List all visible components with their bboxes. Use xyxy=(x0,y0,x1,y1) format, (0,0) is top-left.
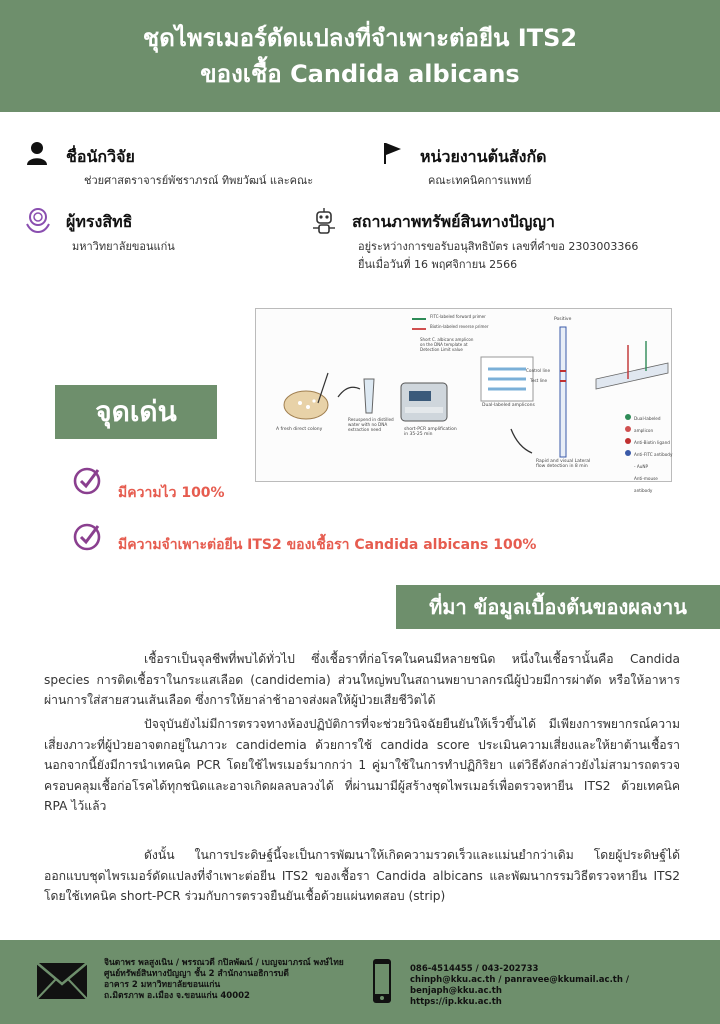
paragraph-text: ดังนั้น ในการประดิษฐ์นี้จะเป็นการพัฒนาให้เกิดความรวดเร็วและแม่นยำกว่าเดิม โดยผู้ประดิษฐ์ได้ออกแบบชุดไพรเมอร์ดัดแปลงที่จำเพาะต่อยีน ITS2 ของเชื้อรา Candida albicans และพัฒนากรรมวิธีตรวจหายีน ITS2 โดยใช้เทคนิค short-PCR ร่วมกับการตรวจยืนยันเชื้อด้วยแผ่นทดสอบ (strip) xyxy=(44,848,680,904)
diagram-pcr-label: short-PCR amplification in 35-25 min xyxy=(404,427,457,437)
diagram-control-line-label: Control line xyxy=(526,368,551,373)
envelope-icon xyxy=(36,962,88,1000)
researcher-value: ช่วยศาสตราจารย์พัชราภรณ์ ทิพยวัฒน์ และคณะ xyxy=(84,174,314,187)
workflow-diagram xyxy=(255,308,673,493)
legend-item: Anti-Biotin ligand xyxy=(634,440,670,445)
test-strip xyxy=(560,327,566,457)
diagram-rapid-label: Rapid and visual Lateral flow detection in 8 min xyxy=(536,459,591,469)
paragraph-text: เชื้อราเป็นจุลชีพที่พบได้ทั่วไป ซึ่งเชื้อราที่ก่อโรคในคนมีหลายชนิด หนึ่งในเชื้อรานั้นคือ Candida species การติดเชื้อราในกระแสเลือด (candidemia) ส่วนใหญ่พบในสถานพยาบาลกรณีผู้ป่วยมีการผ่าตัด หรือให้อาหารผ่านการใส่สายสวนเส้นเลือด ซึ่งการให้ยาล่าช้าอาจส่งผลให้ผู้ป่วยเสียชีวิตได้ xyxy=(44,652,680,708)
legend-item: Anti-mouse antibody xyxy=(634,476,658,493)
highlights-title: จุดเด่น xyxy=(55,385,217,439)
background-paragraph-3 xyxy=(44,845,680,907)
pcr-machine xyxy=(401,383,447,421)
checkmark-icon xyxy=(72,522,102,552)
workflow-illustration xyxy=(256,309,671,481)
diagram-resuspend-label: Resuspend in distilled water with no DNA extraction need xyxy=(348,417,394,432)
background-paragraph-2 xyxy=(44,714,680,817)
affiliation-label: หน่วยงานต้นสังกัด xyxy=(420,147,547,166)
background-title: ที่มา ข้อมูลเบื้องต้นของผลงาน xyxy=(396,585,720,629)
diagram-positive-label: Positive xyxy=(554,317,572,322)
address-line: ศูนย์ทรัพย์สินทางปัญญา ชั้น 2 สำนักงานอธิการบดี xyxy=(104,969,289,979)
owner-label: ผู้ทรงสิทธิ xyxy=(66,212,133,231)
diagram-fitc-primer: FITC-labeled forward primer xyxy=(430,314,486,319)
paragraph-text: ปัจจุบันยังไม่มีการตรวจทางห้องปฏิบัติการที่จะช่วยวินิจฉัยยืนยันให้เร็วขึ้นได้ มีเพียงการพยากรณ์ความเสี่ยงภาวะที่ผู้ป่วยอาจตกอยู่ในภาวะ candidemia ด้วยการใช้ candida score ประเมินความเสี่ยงและให้ยาต้านเชื้อรา นอกจากนี้ยังมีการนำเทคนิค PCR โดยใช้ไพรเมอร์มากกว่า 1 คู่มาใช้ในการทำปฏิกิริยา แต่วิธีดังกล่าวยังไม่สามารถตรวจครอบคลุมเชื้อก่อโรคได้ทุกชนิดและอาจเกิดผลลบลวงได้ ที่ผ่านมามีผู้สร้างชุดไพรเมอร์เพื่อตรวจหายีน ITS2 ด้วยเทคนิค RPA ไว้แล้ว xyxy=(44,717,680,814)
owner-value: มหาวิทยาลัยขอนแก่น xyxy=(72,240,175,253)
footer-address xyxy=(104,958,344,1002)
highlight-item-specificity: มีความจำเพาะต่อยีน ITS2 ของเชื้อรา Candida albicans 100% xyxy=(118,537,537,553)
brain-hands-icon xyxy=(24,206,52,234)
contact-names: จินดาพร พลสูงเนิน / พรรณวดี กปิลพัฒน์ / เบญจมาภรณ์ พงษ์ไทย xyxy=(104,958,344,968)
checkmark-icon xyxy=(72,466,102,496)
ip-status-line-1: อยู่ระหว่างการขอรับอนุสิทธิบัตร เลขที่คำขอ 2303003366 xyxy=(358,240,639,253)
robot-ip-icon xyxy=(310,206,338,236)
diagram-amplicon-note: Short C. albicans amplicon on the DNA template at Detection Limit value xyxy=(420,337,474,352)
page-title-line-1: ชุดไพรเมอร์ดัดแปลงที่จำเพาะต่อยีน ITS2 xyxy=(142,24,578,52)
website-link[interactable]: https://ip.kku.ac.th xyxy=(410,997,502,1007)
email-addresses[interactable]: chinph@kku.ac.th / panravee@kkumail.ac.th / benjaph@kku.ac.th xyxy=(410,975,629,996)
affiliation-value: คณะเทคนิคการแพทย์ xyxy=(428,174,532,187)
diagram-test-line-label: Test line xyxy=(530,378,548,383)
highlight-item-sensitivity: มีความไว 100% xyxy=(118,485,225,501)
person-icon xyxy=(26,141,48,165)
flag-icon xyxy=(382,141,404,165)
title-banner xyxy=(0,0,720,112)
address-line: อาคาร 2 มหาวิทยาลัยขอนแก่น xyxy=(104,980,221,990)
ip-status-label: สถานภาพทรัพย์สินทางปัญญา xyxy=(352,212,555,231)
petri-dish xyxy=(284,391,328,419)
background-paragraph-1 xyxy=(44,649,680,711)
address-line: ถ.มิตรภาพ อ.เมือง จ.ขอนแก่น 40002 xyxy=(104,991,250,1001)
researcher-label: ชื่อนักวิจัย xyxy=(66,147,135,166)
phone-number: 086-4514455 / 043-202733 xyxy=(410,964,539,974)
page-title-line-2: ของเชื้อ Candida albicans xyxy=(200,60,520,88)
diagram-legend xyxy=(634,413,674,497)
legend-item: Dual-labeled amplicon xyxy=(634,416,661,433)
tube xyxy=(364,379,374,413)
phone-icon xyxy=(372,958,392,1004)
legend-item: Anti-FITC antibody - AuNP xyxy=(634,452,673,469)
diagram-biotin-primer: Biotin-labeled reverse primer xyxy=(430,324,489,329)
ip-status-line-2: ยื่นเมื่อวันที่ 16 พฤศจิกายน 2566 xyxy=(358,258,518,271)
diagram-colony-label: A fresh direct colony xyxy=(276,427,323,432)
contact-footer xyxy=(0,940,720,1024)
diagram-dual-amplicons-label: Dual-labeled amplicons xyxy=(482,403,535,408)
footer-contact xyxy=(410,964,720,1008)
